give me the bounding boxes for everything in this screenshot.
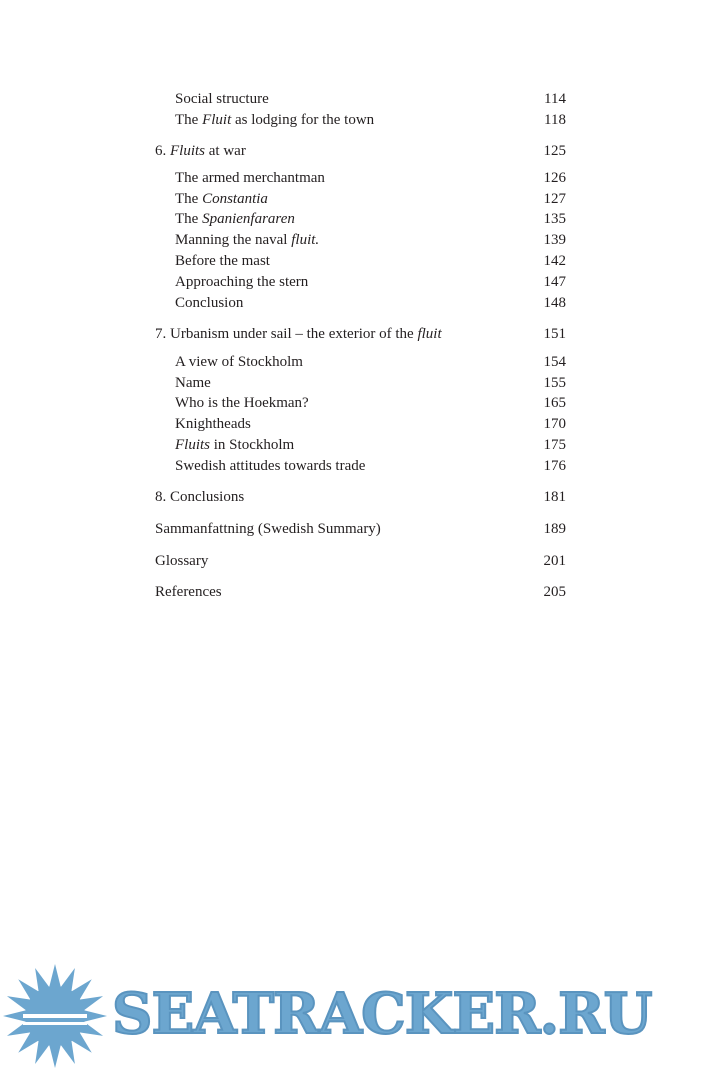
toc-entry-title: Name xyxy=(175,375,211,391)
toc-entry-title: The Fluit as lodging for the town xyxy=(175,112,375,128)
toc-chapter-title: 7. Urbanism under sail – the exterior of the fluit xyxy=(155,326,442,342)
toc-chapter-title: 8. Conclusions xyxy=(155,489,245,505)
toc-entry[interactable] xyxy=(155,209,566,229)
toc-entry[interactable] xyxy=(155,393,566,413)
toc-chapter-title: 6. Fluits at war xyxy=(155,143,246,159)
toc-entry-page: 148 xyxy=(543,295,566,311)
toc-chapter-page: 201 xyxy=(543,553,566,569)
toc-entry[interactable] xyxy=(155,352,566,372)
toc-chapter-page: 189 xyxy=(543,521,566,537)
toc-entry-title: The Constantia xyxy=(175,191,268,207)
toc-entry[interactable] xyxy=(155,230,566,250)
toc-entry[interactable] xyxy=(155,272,566,292)
toc-entry-page: 147 xyxy=(543,274,566,290)
toc-entry-page: 165 xyxy=(543,395,566,411)
toc-entry[interactable] xyxy=(155,251,566,271)
toc-entry-title: Swedish attitudes towards trade xyxy=(175,458,366,474)
toc-entry-title: Approaching the stern xyxy=(175,274,309,290)
toc-entry-page: 176 xyxy=(543,458,566,474)
toc-entry-page: 135 xyxy=(543,211,566,227)
toc-entry-title: Conclusion xyxy=(175,295,244,311)
toc-entry-page: 127 xyxy=(543,191,566,207)
toc-entry[interactable] xyxy=(155,110,566,130)
toc-entry-page: 126 xyxy=(543,170,566,186)
toc-entry-title: The Spanienfararen xyxy=(175,211,295,227)
toc-chapter-page: 205 xyxy=(543,584,566,600)
toc-entry-page: 139 xyxy=(543,232,566,248)
toc-entry[interactable] xyxy=(155,414,566,434)
toc-entry-title: Knightheads xyxy=(175,416,251,432)
toc-entry-page: 142 xyxy=(543,253,566,269)
toc-entry[interactable] xyxy=(155,293,566,313)
toc-entry-page: 118 xyxy=(544,112,566,128)
toc-entry[interactable] xyxy=(155,456,566,476)
toc-entry-page: 155 xyxy=(543,375,566,391)
toc-entry-title: Social structure xyxy=(175,91,269,107)
toc-entry[interactable] xyxy=(155,89,566,109)
toc-chapter[interactable] xyxy=(155,519,566,539)
toc-entry-page: 170 xyxy=(543,416,566,432)
watermark-text: SEATRACKER.RU xyxy=(112,981,652,1047)
toc-entry[interactable] xyxy=(155,189,566,209)
toc-chapter-title: Sammanfattning (Swedish Summary) xyxy=(155,521,381,537)
toc-entry-page: 114 xyxy=(544,91,566,107)
toc-entry-title: Who is the Hoekman? xyxy=(175,395,309,411)
toc-chapter[interactable] xyxy=(155,487,566,507)
toc-chapter-title: References xyxy=(155,584,222,600)
toc-entry[interactable] xyxy=(155,435,566,455)
toc-entry-title: The armed merchantman xyxy=(175,170,325,186)
toc-entry-page: 175 xyxy=(543,437,566,453)
sun-icon xyxy=(3,964,107,1068)
toc-chapter-title: Glossary xyxy=(155,553,209,569)
toc-chapter-page: 151 xyxy=(543,326,566,342)
toc-entry-title: Before the mast xyxy=(175,253,270,269)
toc-entry-title: Manning the naval fluit. xyxy=(175,232,320,248)
toc-chapter-page: 125 xyxy=(543,143,566,159)
toc-entry-title: Fluits in Stockholm xyxy=(175,437,295,453)
toc-entry[interactable] xyxy=(155,373,566,393)
toc-chapter-page: 181 xyxy=(543,489,566,505)
toc-chapter[interactable] xyxy=(155,141,566,161)
toc-entry-title: A view of Stockholm xyxy=(175,354,303,370)
toc-chapter[interactable] xyxy=(155,324,566,344)
toc-entry-page: 154 xyxy=(543,354,566,370)
toc-entry[interactable] xyxy=(155,168,566,188)
toc-chapter[interactable] xyxy=(155,551,566,571)
toc-chapter[interactable] xyxy=(155,582,566,602)
